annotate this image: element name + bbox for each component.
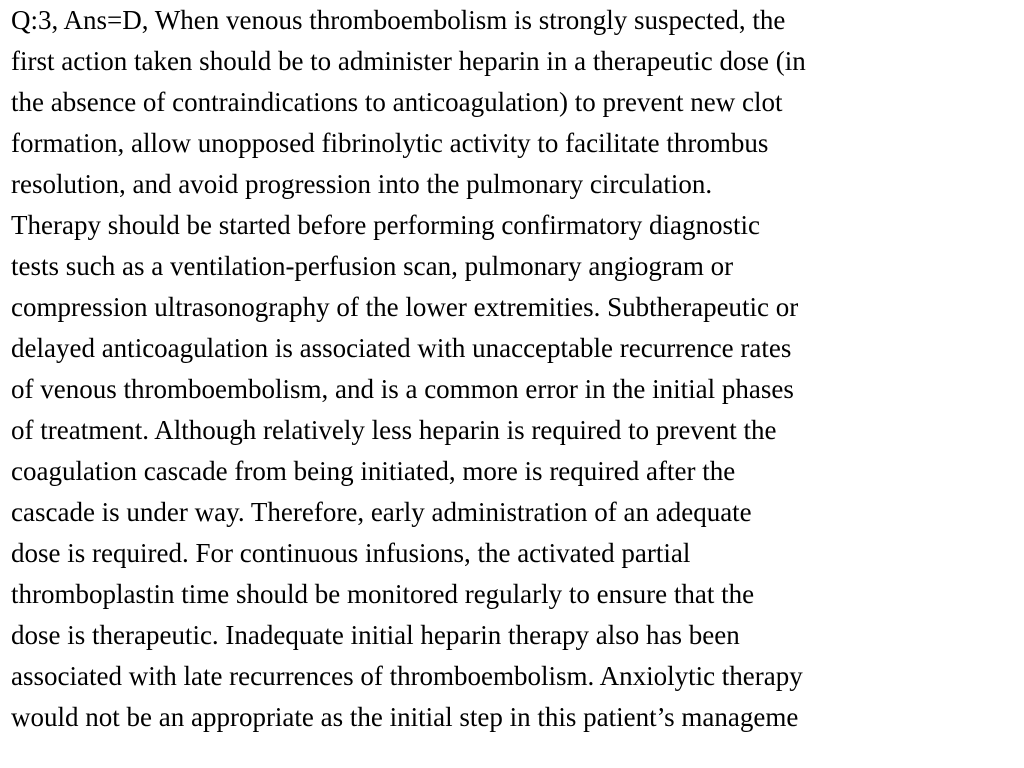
text-line-10: of venous thromboembolism, and is a common error in the initial phases <box>11 374 794 404</box>
text-line-15: thromboplastin time should be monitored regularly to ensure that the <box>11 579 755 609</box>
text-line-6: Therapy should be started before performing confirmatory diagnostic <box>11 210 760 240</box>
text-line-14: dose is required. For continuous infusions, the activated partial <box>11 538 691 568</box>
answer-explanation-text <box>11 0 1021 738</box>
text-line-16: dose is therapeutic. Inadequate initial heparin therapy also has been <box>11 620 740 650</box>
text-line-13: cascade is under way. Therefore, early administration of an adequate <box>11 497 752 527</box>
text-line-1: Q:3, Ans=D, When venous thromboembolism is strongly suspected, the <box>11 5 786 35</box>
text-line-8: compression ultrasonography of the lower extremities. Subtherapeutic or <box>11 292 799 322</box>
text-line-11: of treatment. Although relatively less heparin is required to prevent the <box>11 415 777 445</box>
text-line-17: associated with late recurrences of thromboembolism. Anxiolytic therapy <box>11 661 803 691</box>
text-line-5: resolution, and avoid progression into the pulmonary circulation. <box>11 169 713 199</box>
text-line-3: the absence of contraindications to anticoagulation) to prevent new clot <box>11 87 783 117</box>
text-line-4: formation, allow unopposed fibrinolytic activity to facilitate thrombus <box>11 128 769 158</box>
text-line-9: delayed anticoagulation is associated with unacceptable recurrence rates <box>11 333 792 363</box>
text-line-18: would not be an appropriate as the initial step in this patient’s manageme <box>11 702 799 732</box>
text-line-7: tests such as a ventilation-perfusion scan, pulmonary angiogram or <box>11 251 734 281</box>
text-line-12: coagulation cascade from being initiated, more is required after the <box>11 456 736 486</box>
text-line-2: first action taken should be to administer heparin in a therapeutic dose (in <box>11 46 806 76</box>
